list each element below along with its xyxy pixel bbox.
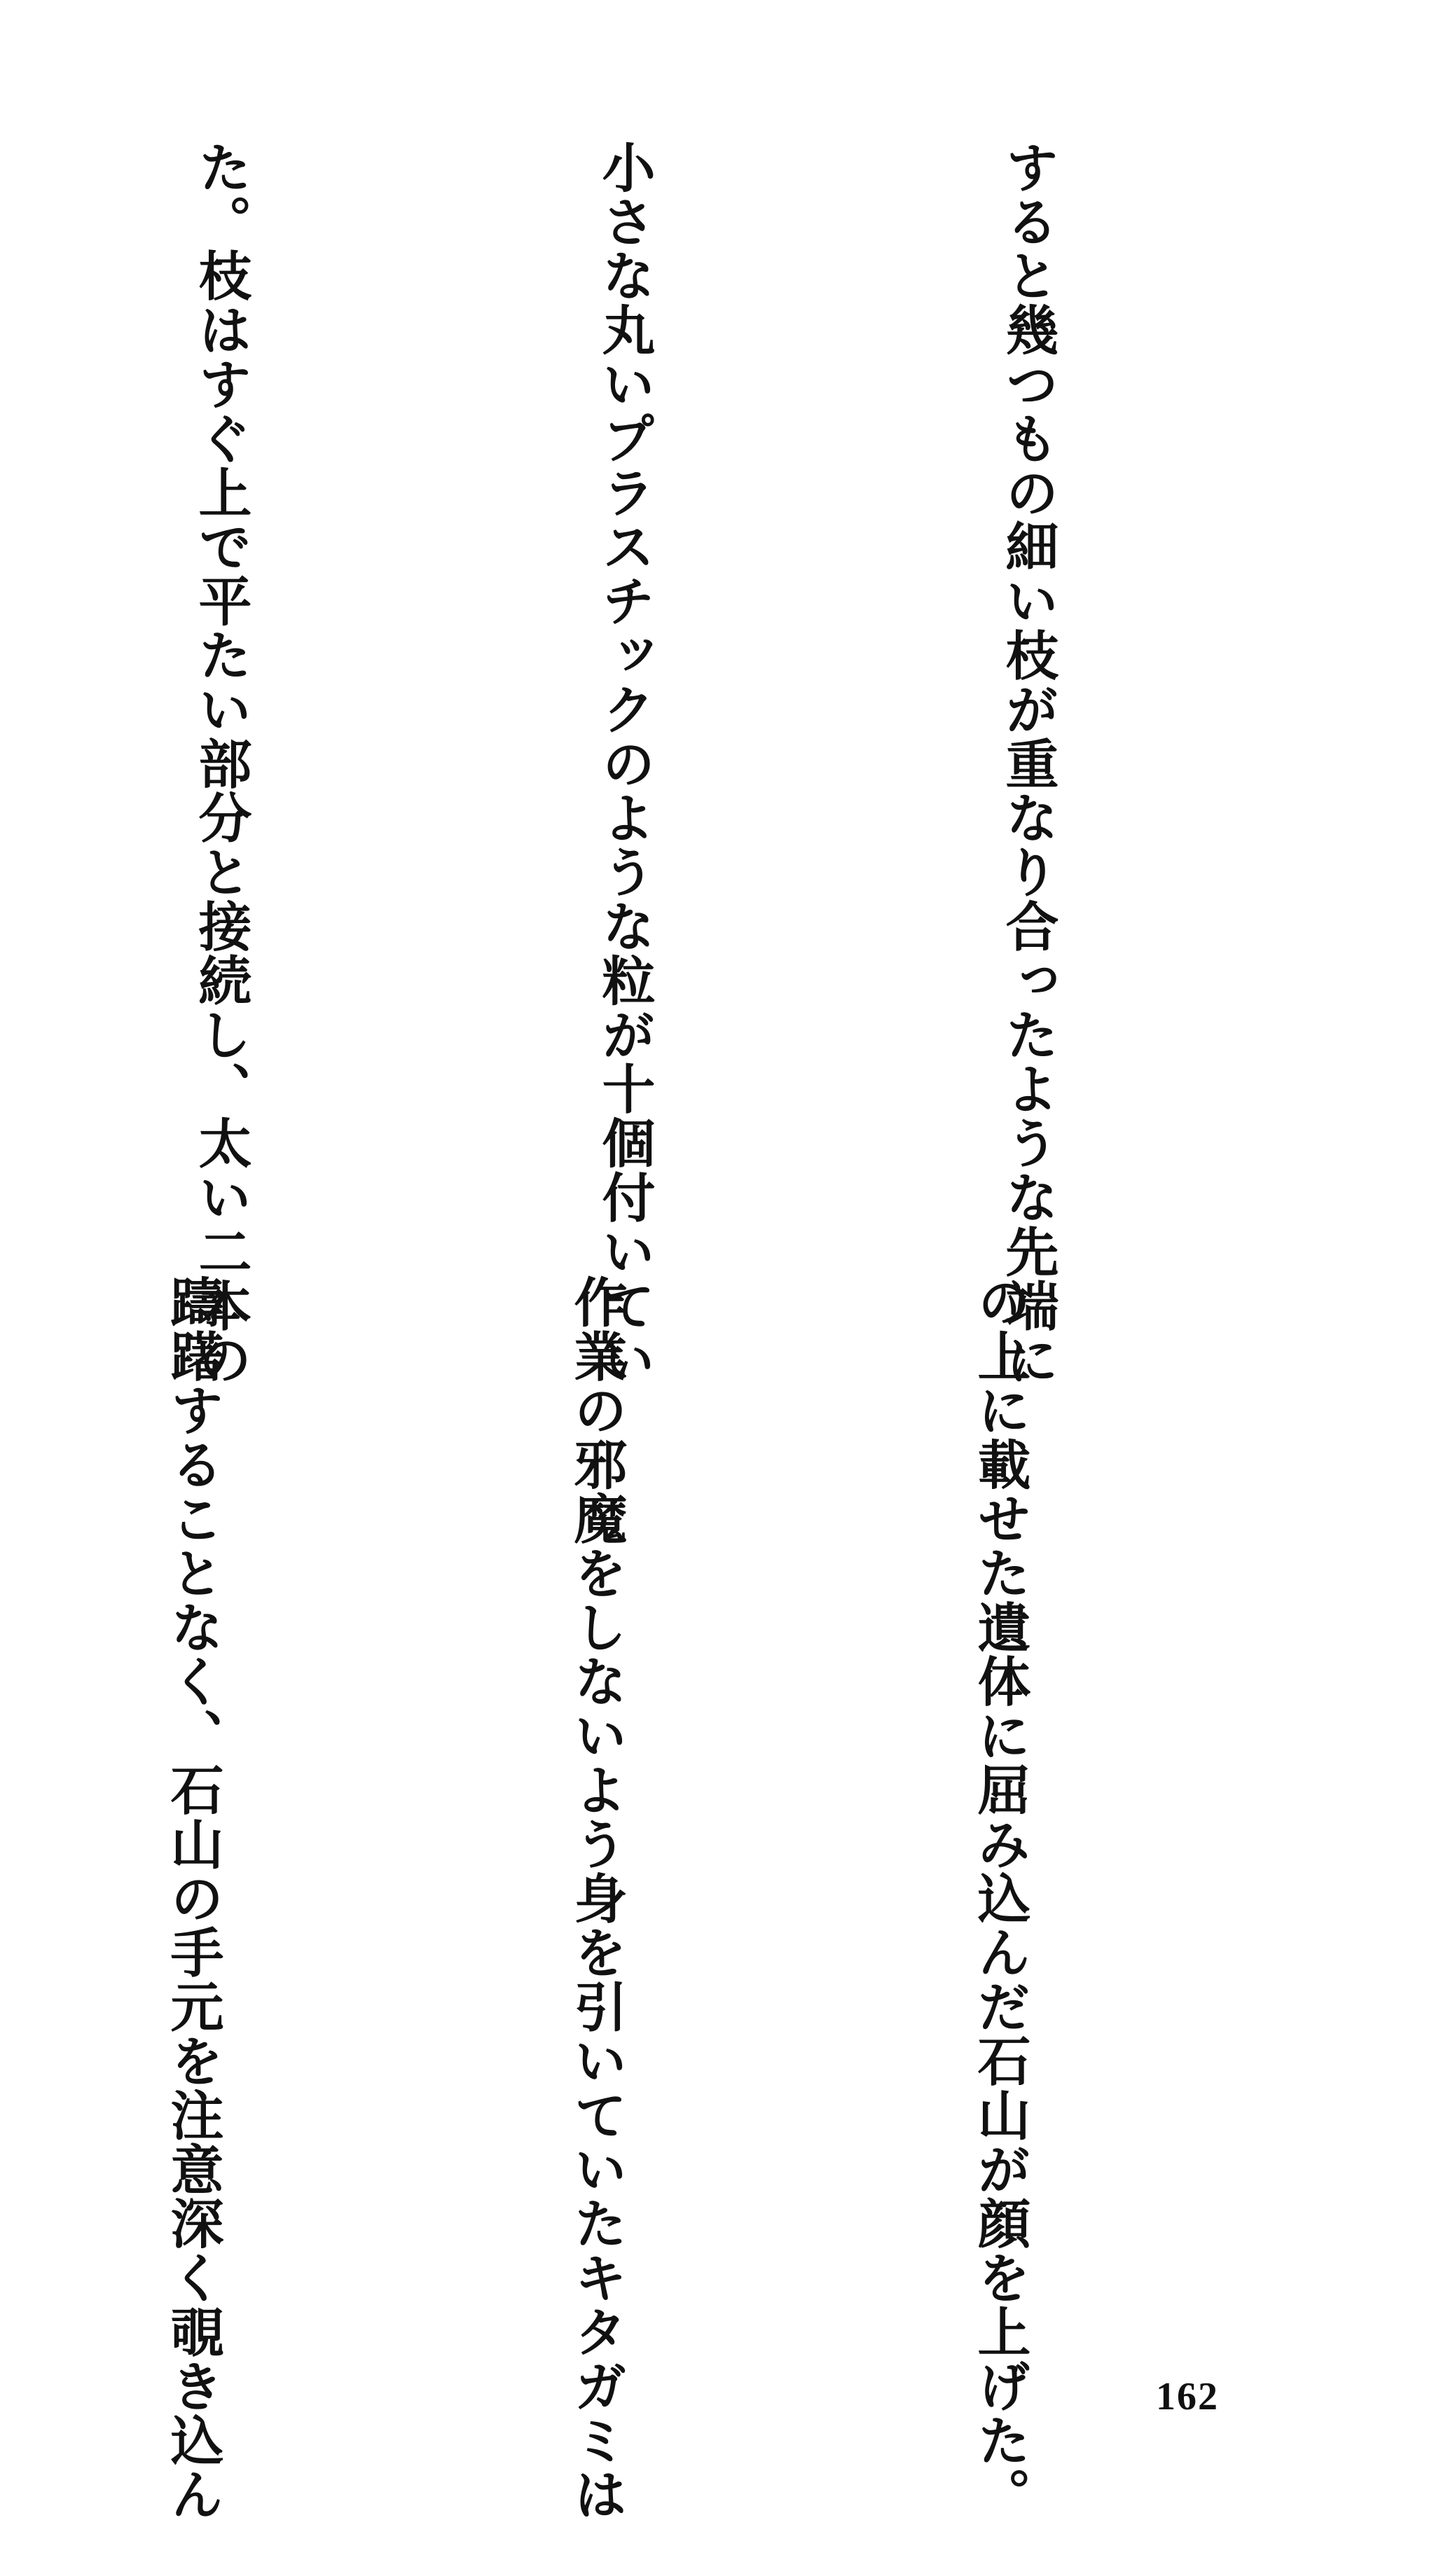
- page-number: 162: [1156, 2375, 1219, 2418]
- text-block-top: [0, 140, 1364, 1387]
- text-line: た。枝はすぐ上で平たい部分と接続し、太い二本の: [190, 140, 252, 1387]
- text-line: の上に載せた遺体に屈み込んだ石山が顔を上げた。: [969, 1275, 1031, 2522]
- text-line: 小さな丸いプラスチックのような粒が十個付いてい: [593, 140, 656, 1387]
- text-line: すると幾つもの細い枝が重なり合ったような先端に: [997, 140, 1059, 1387]
- text-line: 作業の邪魔をしないよう身を引いていたキタガミは: [565, 1275, 628, 2522]
- text-line: 躊躇することなく、石山の手元を注意深く覗き込ん: [162, 1275, 224, 2522]
